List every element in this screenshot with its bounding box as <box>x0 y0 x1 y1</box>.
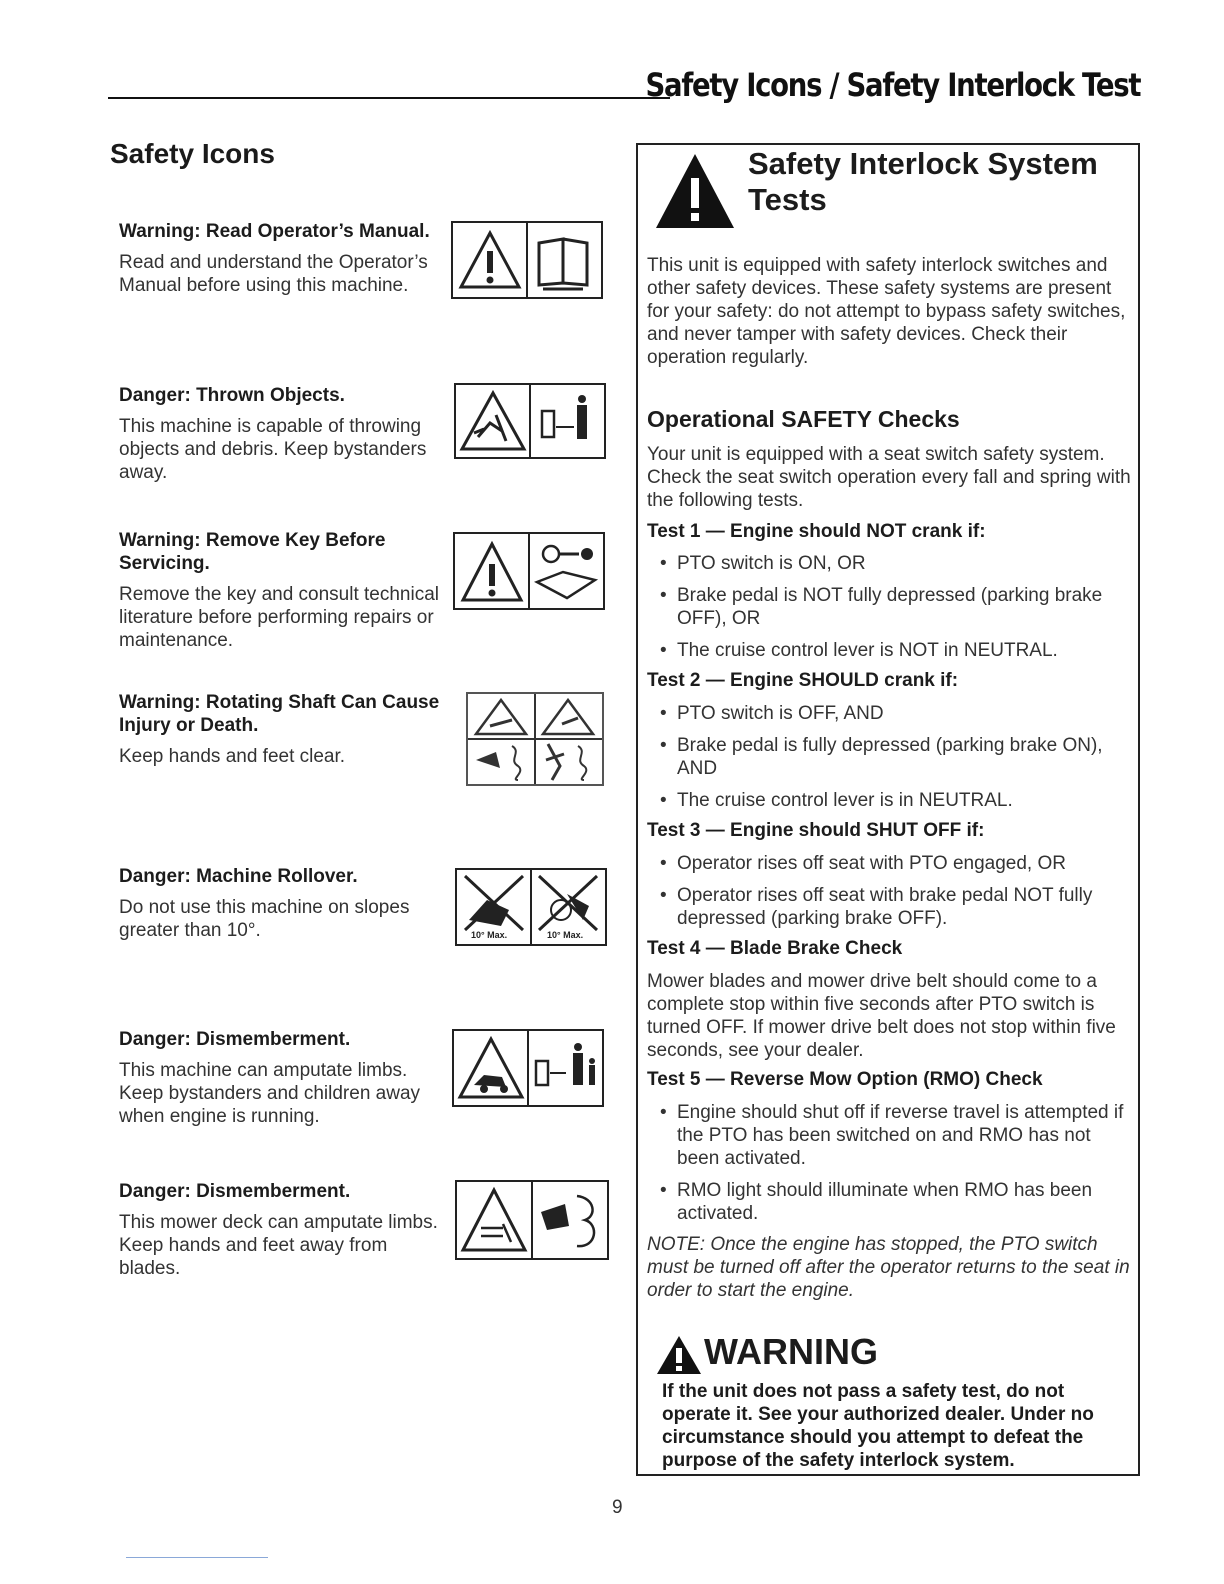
icon-item-rotating-shaft <box>119 691 449 768</box>
test-2-bullet: • Brake pedal is fully depressed (parking brake ON), AND <box>660 734 1135 780</box>
test-3-bullet: • Operator rises off seat with brake pedal NOT fully depressed (parking brake OFF). <box>660 884 1135 930</box>
test-5-heading: Test 5 — Reverse Mow Option (RMO) Check <box>647 1069 1043 1090</box>
icon-item-dismemberment <box>119 1028 449 1128</box>
test-3-bullet: • Operator rises off seat with PTO engaged, OR <box>660 852 1135 875</box>
test-2-bullet: • The cruise control lever is in NEUTRAL. <box>660 789 1135 812</box>
warning-triangle-icon <box>654 150 736 237</box>
rollover-label-left: 10° Max. <box>471 930 508 940</box>
test-2-heading: Test 2 — Engine SHOULD crank if: <box>647 670 959 691</box>
icon-item-read-manual <box>119 220 449 297</box>
icon-item-rollover <box>119 865 449 942</box>
icon-item-text: This machine can amputate limbs. Keep bystanders and children away when engine is running. <box>119 1060 421 1127</box>
test-4-heading: Test 4 — Blade Brake Check <box>647 938 903 959</box>
icon-item-title: Warning: Read Operator’s Manual. <box>119 221 430 242</box>
note-text: NOTE: Once the engine has stopped, the PTO switch must be turned off after the operator returns to the seat in order to start the engine. <box>647 1234 1130 1301</box>
icon-item-text: Keep hands and feet clear. <box>119 746 346 767</box>
dismemberment-icon <box>452 1029 604 1107</box>
test-5-bullet: • Engine should shut off if reverse travel is attempted if the PTO has been switched on and RMO has not been activated. <box>660 1101 1135 1170</box>
icon-item-remove-key <box>119 529 449 652</box>
icon-item-title: Warning: Remove Key Before Servicing. <box>119 530 386 574</box>
page-header-title: Safety Icons / Safety Interlock Test <box>645 66 1140 104</box>
icon-item-text: Remove the key and consult technical literature before performing repairs or maintenance. <box>119 584 440 651</box>
rotating-shaft-icon <box>466 692 604 786</box>
warning-heading: WARNING <box>704 1331 878 1372</box>
icon-item-title: Danger: Machine Rollover. <box>119 866 358 887</box>
icon-item-title: Danger: Thrown Objects. <box>119 385 345 406</box>
thrown-objects-icon <box>454 383 606 459</box>
operational-checks-text: Your unit is equipped with a seat switch safety system. Check the seat switch operation every fall and spring with the following tests. <box>647 444 1131 511</box>
warning-text: If the unit does not pass a safety test, do not operate it. See your authorized dealer. Under no circumstance should you attempt to defeat the purpose of the safety interlock system. <box>662 1381 1094 1471</box>
panel-title: Safety Interlock System Tests <box>748 146 1098 217</box>
header-rule <box>108 97 670 99</box>
icon-item-title: Danger: Dismemberment. <box>119 1181 351 1202</box>
icon-item-thrown-objects <box>119 384 449 484</box>
test-1-bullet: • PTO switch is ON, OR <box>660 552 1135 575</box>
footer-rule <box>126 1557 268 1558</box>
intro-text: This unit is equipped with safety interlock switches and other safety devices. These safety systems are present for your safety: do not attempt to bypass safety switches, and never tamper with safety devices. Check their operation regularly. <box>647 255 1126 368</box>
blade-hazard-icon <box>455 1180 609 1260</box>
icon-item-text: Do not use this machine on slopes greater than 10°. <box>119 897 410 941</box>
icon-item-title: Danger: Dismemberment. <box>119 1029 351 1050</box>
test-3-heading: Test 3 — Engine should SHUT OFF if: <box>647 820 985 841</box>
icon-item-blade-hazard <box>119 1180 449 1280</box>
icon-item-text: Read and understand the Operator’s Manual before using this machine. <box>119 252 428 296</box>
icon-item-text: This mower deck can amputate limbs. Keep hands and feet away from blades. <box>119 1212 438 1279</box>
icon-item-text: This machine is capable of throwing objects and debris. Keep bystanders away. <box>119 416 427 483</box>
test-5-bullet: • RMO light should illuminate when RMO has been activated. <box>660 1179 1135 1225</box>
test-1-bullet: • Brake pedal is NOT fully depressed (parking brake OFF), OR <box>660 584 1135 630</box>
rollover-icon <box>455 868 607 946</box>
icon-item-title: Warning: Rotating Shaft Can Cause Injury or Death. <box>119 692 440 736</box>
test-2-bullet: • PTO switch is OFF, AND <box>660 702 1135 725</box>
read-manual-icon <box>451 221 603 299</box>
warning-small-triangle-icon <box>656 1334 702 1381</box>
operational-checks-heading: Operational SAFETY Checks <box>647 406 960 432</box>
test-1-bullet: • The cruise control lever is NOT in NEUTRAL. <box>660 639 1135 662</box>
remove-key-icon <box>453 532 605 610</box>
test-1-heading: Test 1 — Engine should NOT crank if: <box>647 521 986 542</box>
page-number: 9 <box>612 1497 623 1518</box>
safety-icons-heading: Safety Icons <box>110 138 275 169</box>
test-4-text: Mower blades and mower drive belt should come to a complete stop within five seconds after PTO switch is turned OFF. If mower drive belt does not stop within five seconds, see your dealer. <box>647 971 1116 1061</box>
rollover-label-right: 10° Max. <box>547 930 584 940</box>
